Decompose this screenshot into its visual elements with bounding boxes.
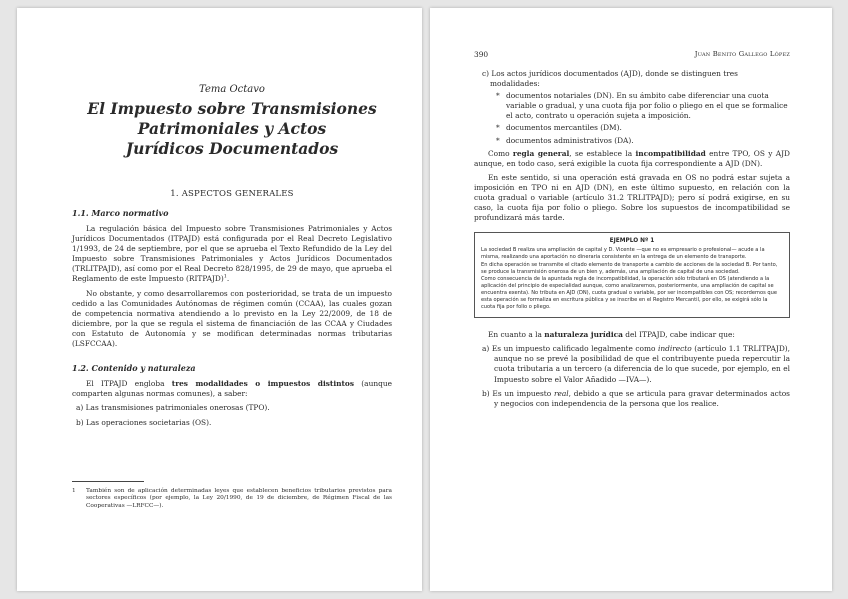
nature-list <box>474 344 790 409</box>
example-box <box>474 232 790 318</box>
nature-item-real: b) Es un impuesto real, debido a que se articula para gravar determinados actos y negocios con independencia de la persona que los realice. <box>482 388 790 408</box>
paragraph-en-este-sentido: En este sentido, si una operación está gravada en OS no podrá estar sujeta a imposición en TPO ni en AJD (DN), en este último supuesto, en relación con la cuota gradual o variable (artículo 31.2 TRLITPAJD); pero sí podrá exigirse, en su caso, la cuota fija por folio o pliego. Sobre los supuestos de incompatibilidad se profundizará más tarde. <box>474 172 790 223</box>
right-page <box>430 8 832 591</box>
left-page <box>17 8 422 591</box>
section-heading: 1. ASPECTOS GENERALES <box>170 189 294 199</box>
paragraph-naturaleza: En cuanto a la naturaleza jurídica del ITPAJD, cabe indicar que: <box>488 330 735 340</box>
chapter-label: Tema Octavo <box>199 84 265 95</box>
list-item-ajd-text: c) Los actos jurídicos documentados (AJD), donde se distinguen tres modalidades: <box>482 69 738 89</box>
author-name: Juan Benito Gallego López <box>694 50 790 58</box>
subsection-heading-1-1: 1.1. Marco normativo <box>72 208 169 218</box>
footnote-mark: 1 <box>72 487 76 494</box>
example-paragraph: La sociedad B realiza una ampliación de capital y D. Vicente —que no es empresario o profesional— acude a la misma, realizando una aportación no dineraria consistente en la entrega de un elemento de transporte. <box>481 247 765 261</box>
bullet-star-icon: * <box>496 91 500 101</box>
list-item-tpo: a) Las transmisiones patrimoniales onerosas (TPO). <box>76 403 270 413</box>
example-paragraph: En dicha operación se transmite el citado elemento de transporte a cambio de acciones de la sociedad B. Por tanto, se produce la transmisión onerosa de un bien y, además, una ampliación de capital de una sociedad. <box>481 261 778 275</box>
footnote-text: También son de aplicación determinadas leyes que establecen beneficios tributarios previstos para sectores específicos (por ejemplo, la Ley 20/1990, de 19 de diciembre, de Régimen Fiscal de las Cooperativas —LRFCC—). <box>86 487 392 509</box>
bullet-star-icon: * <box>496 123 500 133</box>
paragraph-cesion-ccaa: No obstante, y como desarrollaremos con posterioridad, se trata de un impuesto cedido a las Comunidades Autónomas de régimen común (CCAA), las cuales gozan de competencia normativa atendiendo a lo previsto en la Ley 22/2009, de 18 de diciembre, por la que se regula el sistema de financiación de las CCAA y Ciudades con Estatuto de Autonomía y se modifican determinadas normas tributarias (LSFCCAA). <box>72 288 392 349</box>
footnote-divider <box>72 481 144 482</box>
bullet-item: * documentos notariales (DN). En su ámbito cabe diferenciar una cuota variable o gradual, y una cuota fija por folio o pliego en el que se formalice el acto, contrato u operación sujeta a imposición. <box>496 91 788 121</box>
paragraph-modalidades: El ITPAJD engloba tres modalidades o impuestos distintos (aunque comparten algunas normas comunes), a saber: <box>72 379 392 399</box>
page-number: 390 <box>474 50 489 59</box>
paragraph-regla-general: Como regla general, se establece la incompatibilidad entre TPO, OS y AJD aunque, en todo caso, será exigible la cuota fija correspondiente a AJD (DN). <box>474 148 790 168</box>
example-title: EJEMPLO Nº 1 <box>609 238 655 245</box>
footnote <box>72 488 392 511</box>
example-paragraph: Como consecuencia de la apuntada regla de incompatibilidad, la operación sólo tributará en OS (atendiendo a la aplicación del principio de especialidad aunque, como analizaremos, posteriormente, una ampliación de capital se encuentra exenta). No tributa en AJD (DN), cuota gradual o variable, por ser incompatibles con OS; recordemos que esta operación se formaliza en escritura pública y se inscribe en el Registro Mercantil, por ello, se exigirá sólo la cuota fija por folio o pliego. <box>481 275 777 311</box>
subsection-heading-1-2: 1.2. Contenido y naturaleza <box>72 363 196 374</box>
running-header <box>474 50 790 59</box>
nature-item-indirecto: a) Es un impuesto calificado legalmente como indirecto (artículo 1.1 TRLITPAJD), aunque no se prevé la posibilidad de que el contribuyente pueda repercutir la cuota tributaria a un tercero (a diferencia de lo que sucede, por ejemplo, en el Impuesto sobre el Valor Añadido —IVA—). <box>482 344 790 384</box>
bullet-item: * documentos mercantiles (DM). <box>496 123 622 133</box>
ajd-modalities-list <box>482 91 790 145</box>
paragraph-marco-normativo: La regulación básica del Impuesto sobre Transmisiones Patrimoniales y Actos Jurídicos Documentados (ITPAJD) está configurada por el Real Decreto Legislativo 1/1993, de 24 de septiembre, por el que se aprueba el Texto Refundido de la Ley del Impuesto sobre Transmisiones Patrimoniales y Actos Jurídicos Documentados (TRLITPAJD), así como por el Real Decreto 828/1995, de 29 de mayo, que aprueba el Reglamento de este Impuesto (RITPAJD)$^1$. <box>72 224 392 284</box>
title-line: Jurídicos Documentados <box>125 139 339 158</box>
list-item-os: b) Las operaciones societarias (OS). <box>76 418 212 428</box>
footnote-ref[interactable]: 1 <box>223 274 227 280</box>
list-item-ajd <box>474 69 790 146</box>
bullet-item: * documentos administrativos (DA). <box>496 135 634 145</box>
bullet-star-icon: * <box>496 135 500 145</box>
chapter-title <box>72 99 392 159</box>
title-line: Patrimoniales y Actos <box>137 119 327 138</box>
title-line: El Impuesto sobre Transmisiones <box>87 99 377 118</box>
